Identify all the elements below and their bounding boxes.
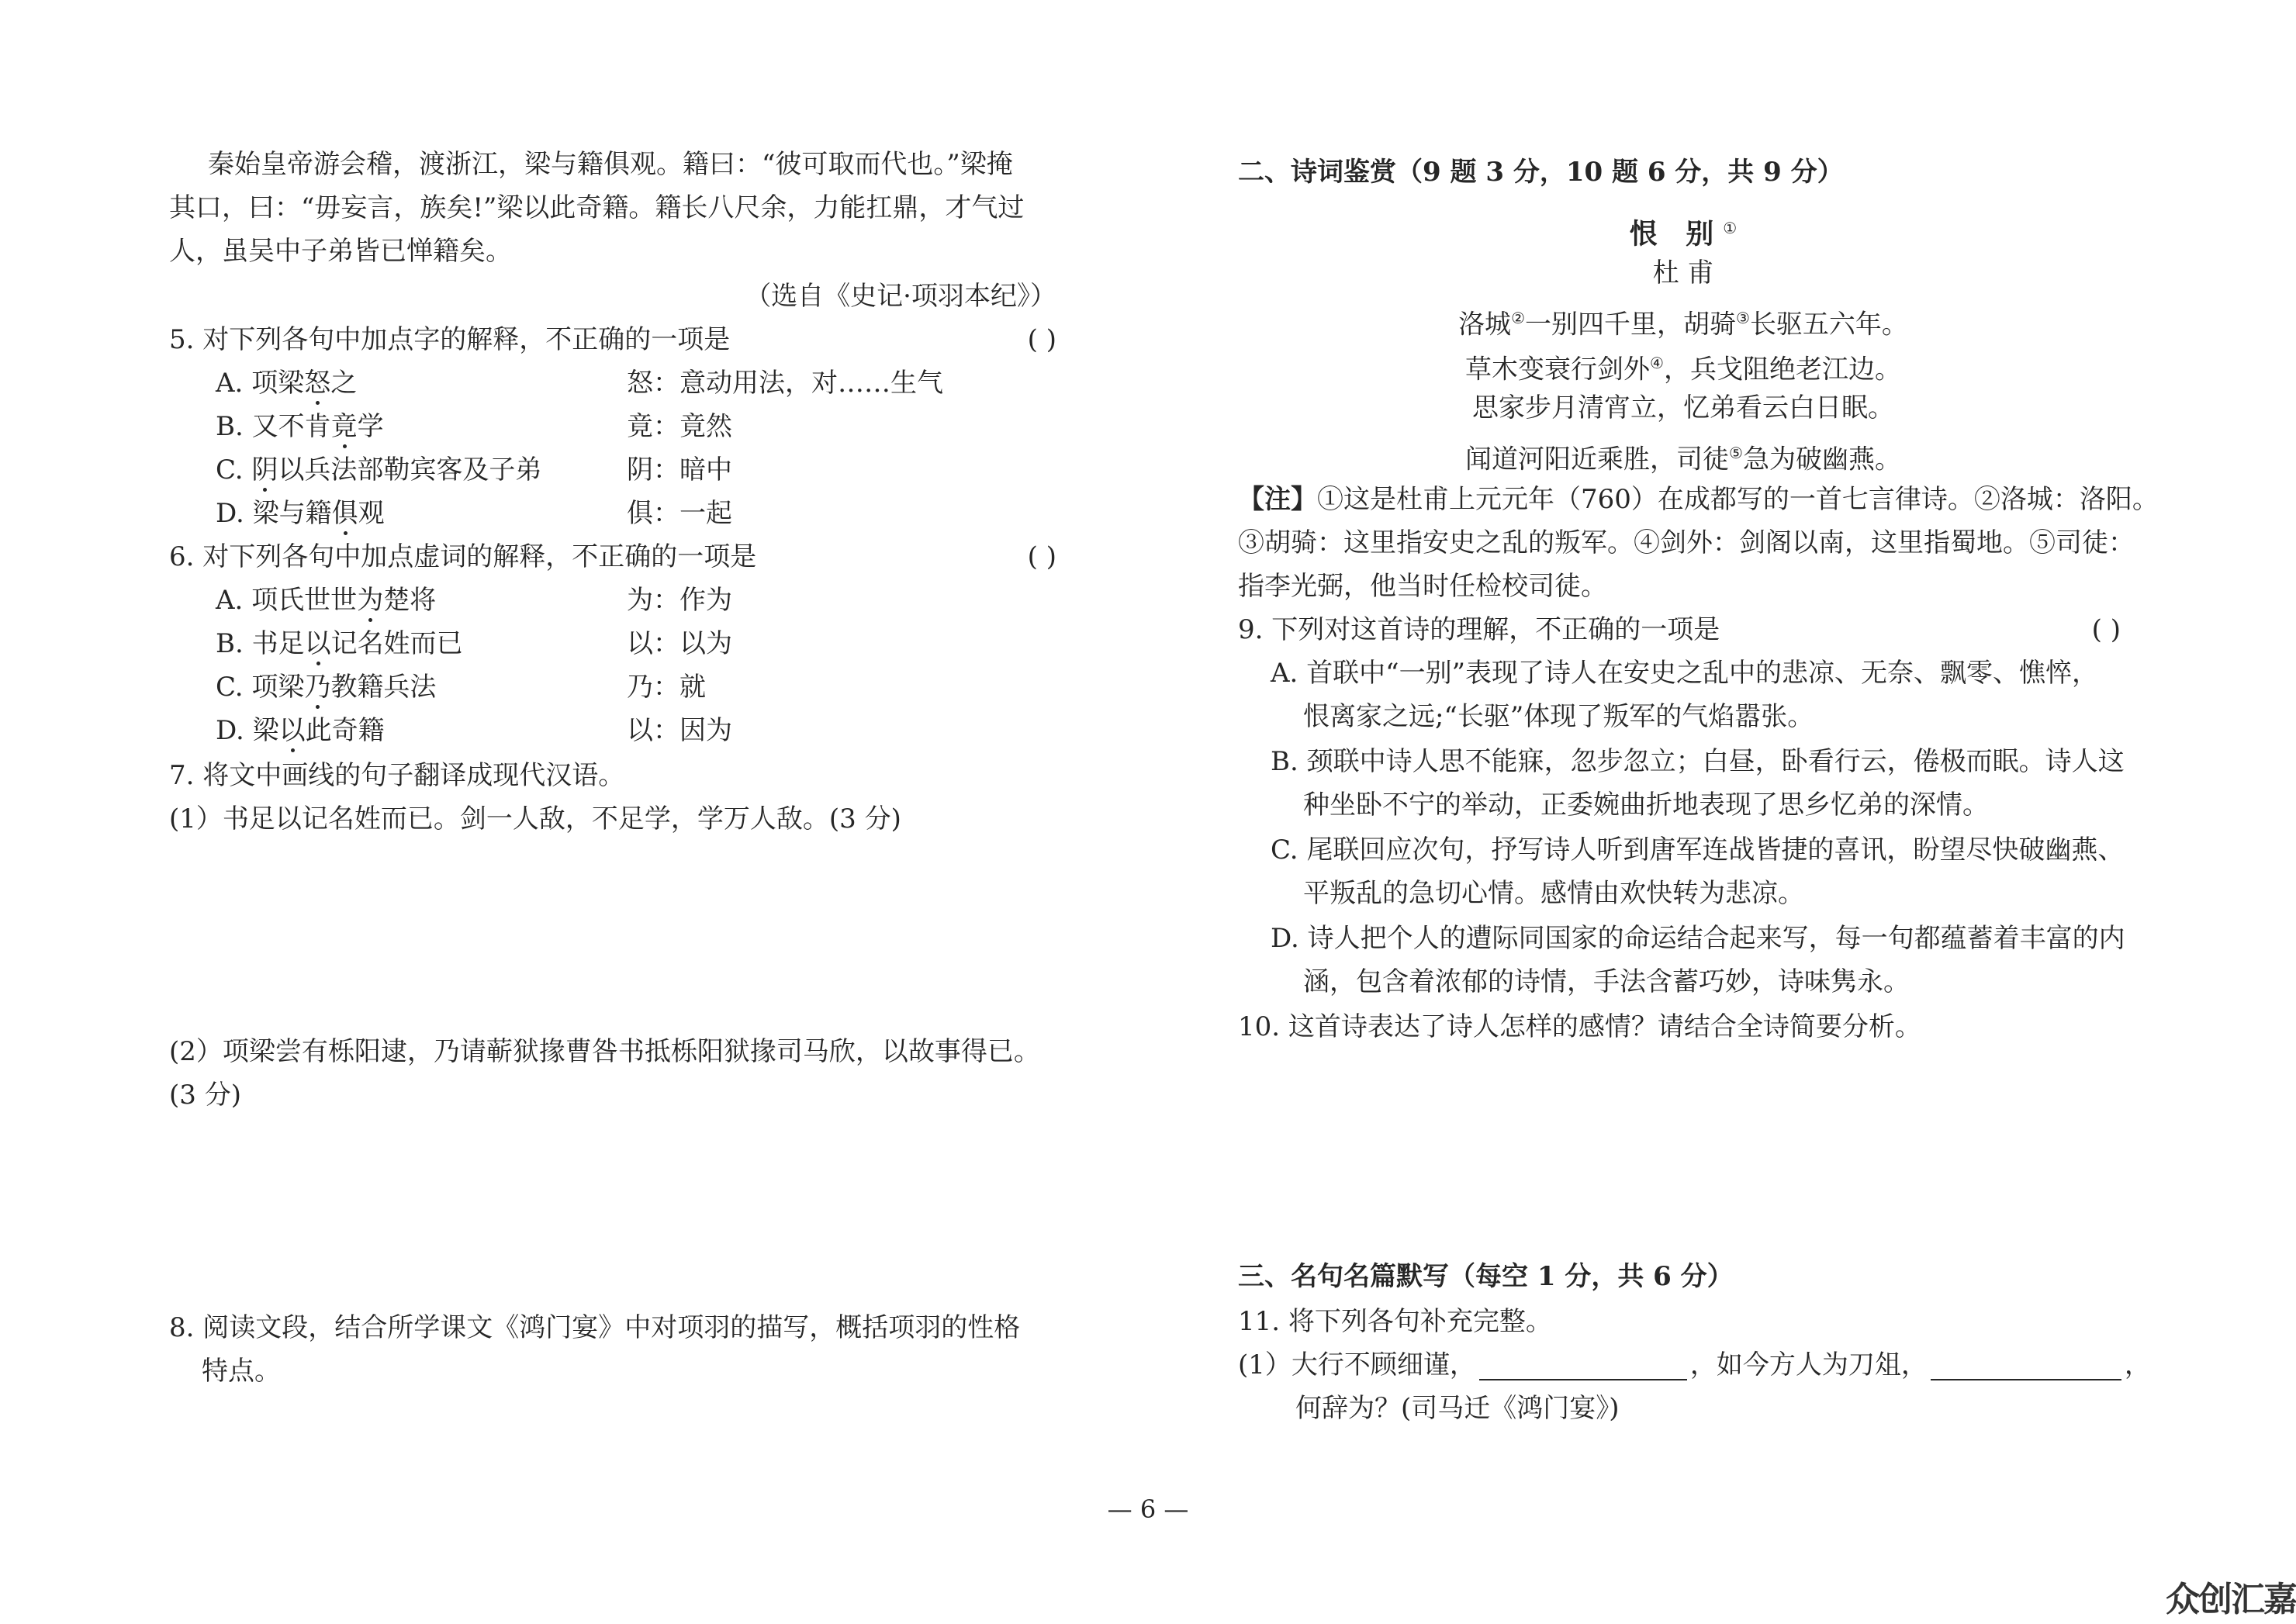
option-text-post: 教籍兵法 [330,672,437,703]
watermark-logo: 众创汇嘉 [2166,1580,2296,1619]
dotted-char: 怒 [304,368,331,399]
q6-stem: 6. 对下列各句中加点虚词的解释，不正确的一项是 [169,541,757,572]
footnote-mark: ④ [1650,354,1664,372]
q5-option-b [216,411,732,442]
passage-line-2: 其口，曰：“毋妄言，族矣!”梁以此奇籍。籍长八尺余，力能扛鼎，才气过 [169,192,1025,223]
q6-option-a [216,585,732,616]
q9-option-c-line1 [1271,834,2124,866]
poem-text: 一别四千里，胡骑 [1525,309,1736,340]
q5-answer-paren: ( ) [1027,324,1056,355]
passage-line-3: 人，虽吴中子弟皆已惮籍矣。 [169,236,512,267]
footnote-mark: ② [1511,309,1525,327]
option-text-post: 此奇籍 [305,715,385,746]
q9-option-b-line1 [1271,746,2125,777]
option-text-pre: 项梁 [251,672,305,703]
q11-sub1-line2: 何辞为？(司马迁《鸿门宴》) [1295,1393,1620,1424]
q6-option-d [216,715,732,746]
poem-title-footnote: ① [1723,219,1738,237]
option-text-post: 之 [330,368,358,399]
option-letter: D. [216,715,244,746]
option-text: 颈联中诗人思不能寐，忽步忽立；白昼，卧看行云，倦极而眠。诗人这 [1306,746,2125,777]
option-text-post: 楚将 [383,585,437,616]
q8-stem-line1: 8. 阅读文段，结合所学课文《鸿门宴》中对项羽的描写，概括项羽的性格 [169,1312,1021,1343]
option-explanation: 阴：暗中 [627,454,732,485]
q11-text-a: (1）大行不顾细谨， [1238,1349,1476,1380]
dotted-char: 乃 [304,672,331,703]
option-explanation: 为：作为 [627,585,732,616]
footnote-mark: ③ [1736,309,1750,327]
option-letter: B. [1271,746,1298,777]
option-text: 首联中“一别”表现了诗人在安史之乱中的悲凉、无奈、飘零、憔悴， [1306,658,2098,689]
option-text-pre: 梁与籍 [252,498,332,529]
q7-sub2-score: (3 分) [169,1080,241,1111]
option-letter: A. [216,368,244,399]
option-explanation: 以：因为 [627,715,732,746]
option-explanation: 竟：竟然 [627,411,732,442]
option-explanation: 俱：一起 [627,498,732,529]
q9-option-d-line1 [1271,923,2125,954]
page-number: — 6 — [1107,1494,1189,1524]
option-explanation: 以：以为 [627,628,732,659]
option-text-pre: 书足 [251,628,305,659]
q5-option-a [216,368,943,399]
q9-option-c-line2: 平叛乱的急切心情。感情由欢快转为悲凉。 [1303,878,1804,909]
q5-stem: 5. 对下列各句中加点字的解释，不正确的一项是 [169,324,731,355]
option-letter: D. [1271,923,1299,954]
option-letter: B. [216,628,244,659]
poem-text: 洛城 [1458,309,1512,340]
passage-line-1: 秦始皇帝游会稽，渡浙江，梁与籍俱观。籍曰：“彼可取而代也。”梁掩 [208,149,1013,180]
poem-text: 草木变衰行剑外 [1465,354,1651,385]
option-text-pre: 项氏世世 [251,585,358,616]
dotted-char: 竟 [330,411,358,442]
q5-option-c [216,454,732,485]
q9-option-a-line1 [1271,658,2098,689]
section-2-heading: 二、诗词鉴赏（9 题 3 分，10 题 6 分，共 9 分） [1238,157,1844,188]
option-text-post: 记名姓而已 [330,628,463,659]
q9-option-d-line2: 涵，包含着浓郁的诗情，手法含蓄巧妙，诗味隽永。 [1303,966,1910,997]
poem-title: 恨 别 [1629,217,1724,251]
option-text-post: 以兵法部勒宾客及子弟 [278,454,542,485]
q6-option-b [216,628,732,659]
option-letter: C. [216,454,244,485]
poem-line-3 [1238,392,2128,423]
notes-label: 【注】 [1238,484,1317,515]
q7-sub1: (1）书足以记名姓而已。剑一人敌，不足学，学万人敌。(3 分) [169,803,901,834]
fill-blank-1[interactable] [1479,1354,1687,1380]
notes-text: ①这是杜甫上元元年（760）在成都写的一首七言律诗。②洛城：洛阳。 [1317,484,2159,515]
q9-option-a-line2: 恨离家之远;“长驱”体现了叛军的气焰嚣张。 [1303,701,1814,732]
poem-notes-line-1 [1238,484,2159,515]
q11-text-b: ，如今方人为刀俎， [1689,1349,1928,1380]
option-letter: C. [216,672,244,703]
poem-line-4 [1238,437,2128,475]
q9-option-b-line2: 种坐卧不宁的举动，正委婉曲折地表现了思乡忆弟的深情。 [1303,790,1989,821]
poem-text: 思家步月清宵立，忆弟看云白日眠。 [1472,392,1894,423]
poem-text: 闻道河阳近乘胜，司徒 [1465,444,1730,475]
q11-text-c: ， [2124,1349,2151,1380]
poem-line-1 [1238,302,2128,340]
poem-text: 长驱五六年。 [1749,309,1908,340]
q10-stem: 10. 这首诗表达了诗人怎样的感情？请结合全诗简要分析。 [1238,1011,1921,1042]
section-3-heading: 三、名句名篇默写（每空 1 分，共 6 分） [1238,1261,1734,1292]
option-text: 诗人把个人的遭际同国家的命运结合起来写，每一句都蕴蓄着丰富的内 [1307,923,2125,954]
footnote-mark: ⑤ [1729,444,1743,462]
option-letter: B. [216,411,244,442]
q8-stem-line2: 特点。 [202,1356,281,1387]
poem-line-2 [1238,347,2128,385]
fill-blank-2[interactable] [1931,1354,2121,1380]
passage-source: （选自《史记·项羽本纪》） [745,281,1056,312]
q9-answer-paren: ( ) [2091,614,2121,645]
q7-stem: 7. 将文中画线的句子翻译成现代汉语。 [169,760,625,791]
option-text-post: 学 [357,411,384,442]
option-explanation: 乃：就 [627,672,706,703]
q5-option-d [216,498,732,529]
poem-author: 杜 甫 [1652,257,1714,289]
dotted-char: 为 [357,585,384,616]
q11-sub1-line1 [1238,1349,2151,1380]
option-text-pre: 又不肯 [251,411,331,442]
option-letter: A. [1271,658,1298,689]
poem-text: ，兵戈阻绝老江边。 [1663,354,1901,385]
dotted-char: 以 [304,628,331,659]
option-text-pre: 项梁 [251,368,305,399]
q7-sub2: (2）项梁尝有栎阳逮，乃请蕲狱掾曹咎书抵栎阳狱掾司马欣，以故事得已。 [169,1036,1040,1067]
poem-notes-line-2: ③胡骑：这里指安史之乱的叛军。④剑外：剑阁以南，这里指蜀地。⑤司徒： [1238,527,2135,558]
option-letter: A. [216,585,244,616]
option-text-pre: 梁 [252,715,279,746]
q6-answer-paren: ( ) [1027,541,1056,572]
option-letter: C. [1271,834,1298,866]
q11-stem: 11. 将下列各句补充完整。 [1238,1306,1552,1337]
option-text-post: 观 [358,498,385,529]
dotted-char: 阴 [251,454,278,485]
poem-title-line [1238,213,2128,250]
poem-text: 急为破幽燕。 [1742,444,1901,475]
q9-stem: 9. 下列对这首诗的理解，不正确的一项是 [1238,614,1720,645]
dotted-char: 以 [278,715,306,746]
dotted-char: 俱 [331,498,358,529]
poem-notes-line-3: 指李光弼，他当时任检校司徒。 [1238,571,1607,602]
option-explanation: 怒：意动用法，对……生气 [627,368,943,399]
option-text: 尾联回应次句，抒写诗人听到唐军连战皆捷的喜讯，盼望尽快破幽燕、 [1306,834,2125,866]
q6-option-c [216,672,706,703]
option-letter: D. [216,498,244,529]
